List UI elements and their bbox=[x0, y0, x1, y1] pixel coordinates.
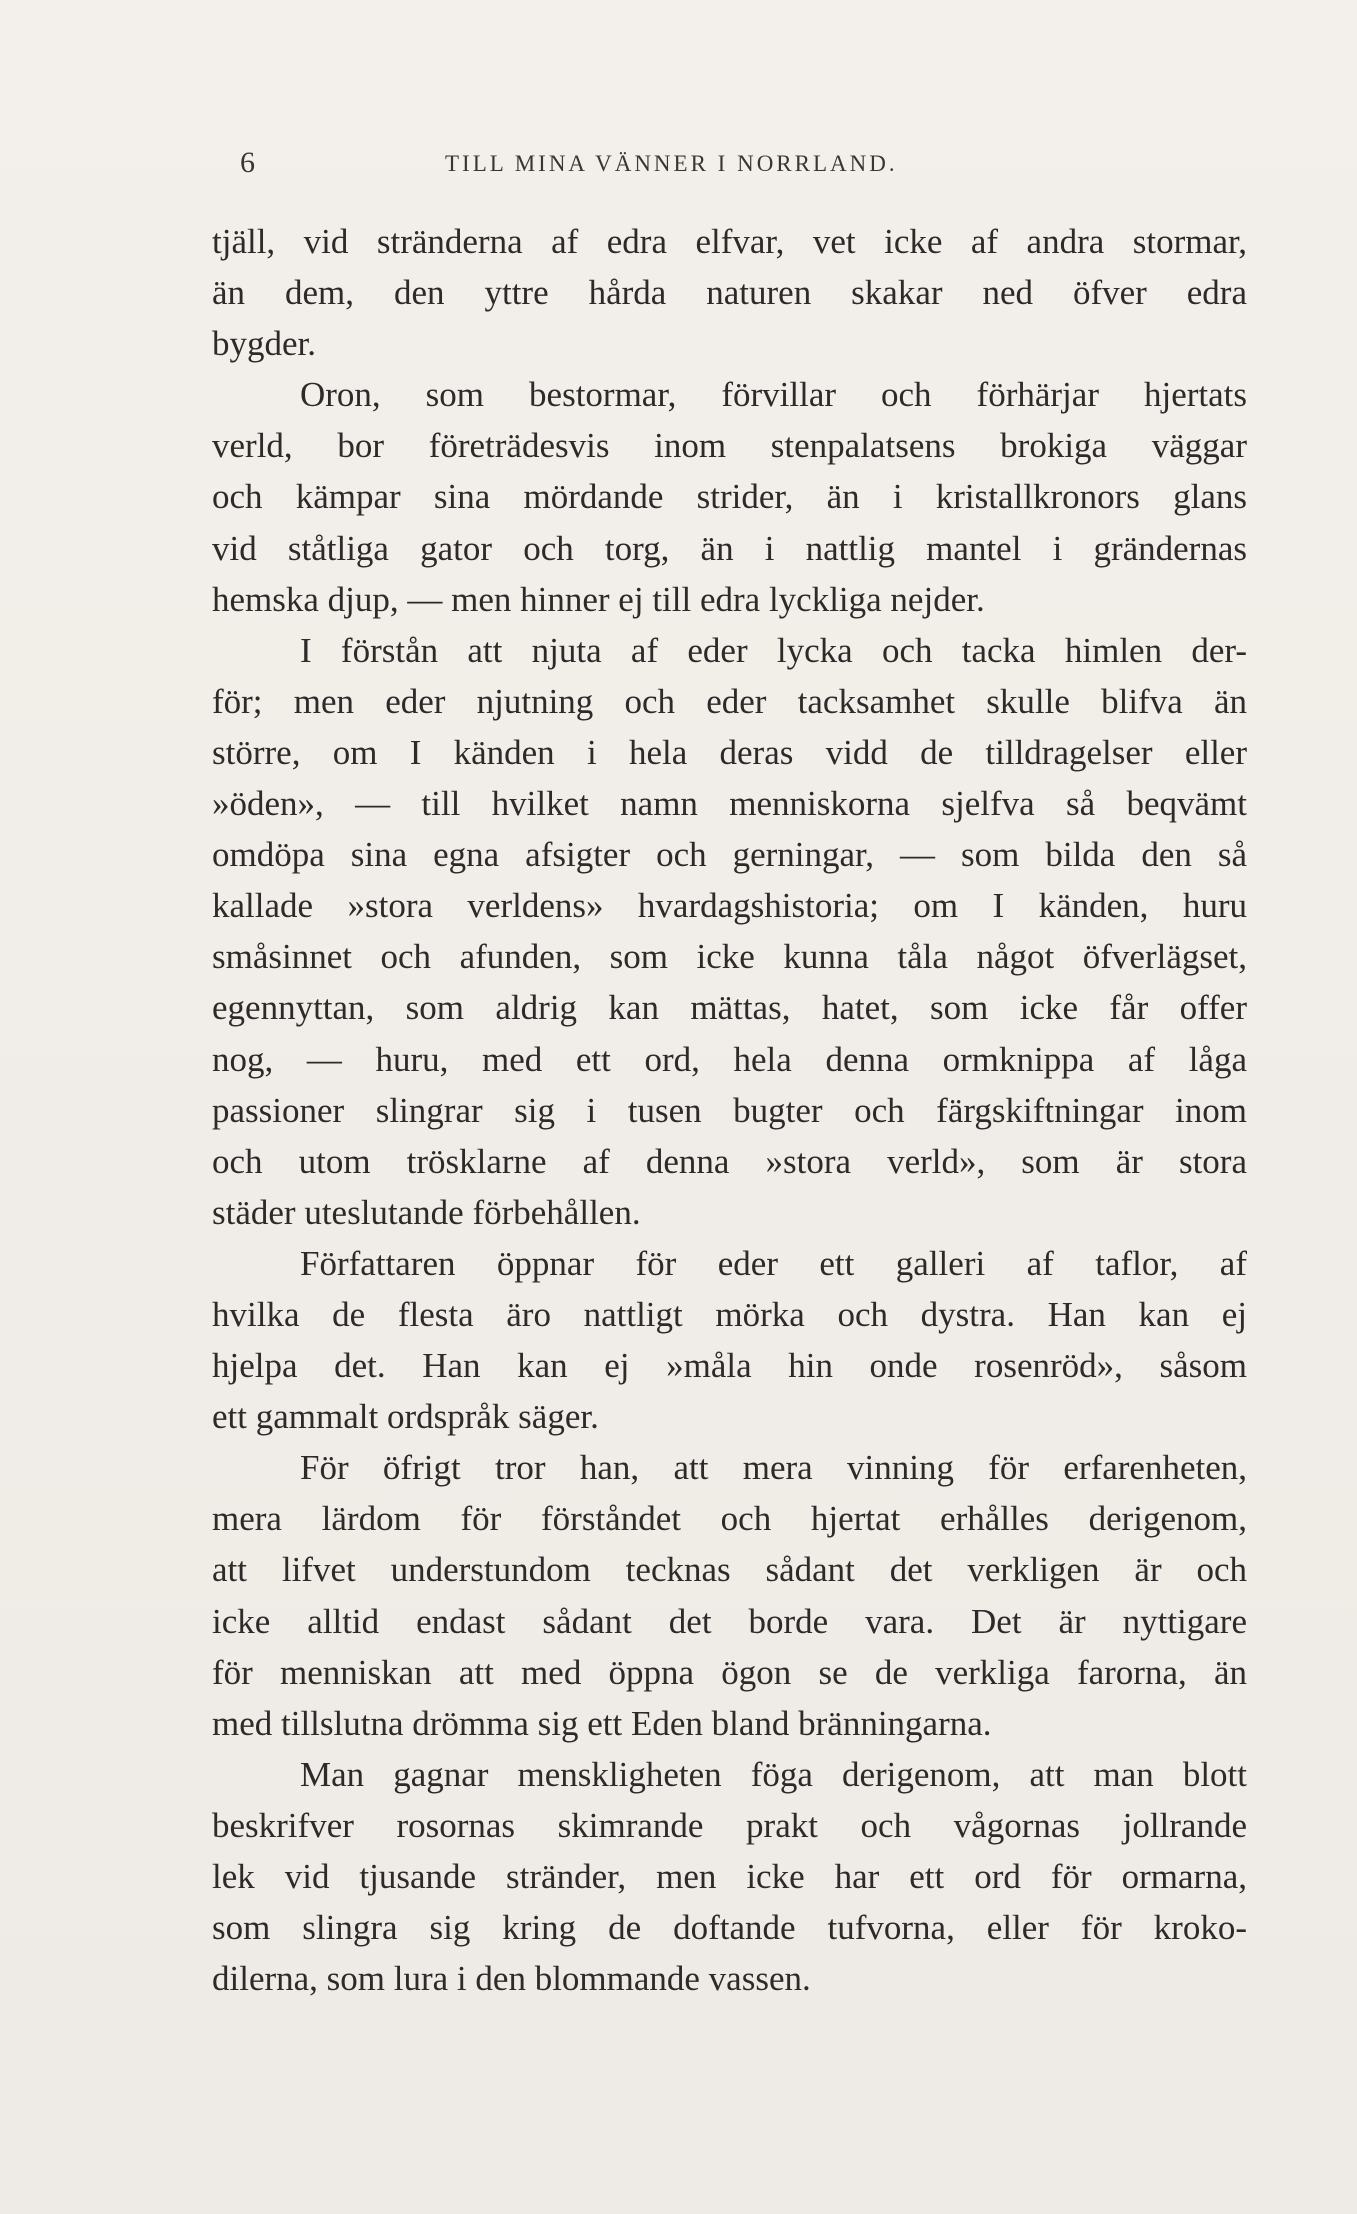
text-line: lek vid tjusande stränder, men icke har ett ord för ormarna, bbox=[212, 1857, 1247, 1896]
text-line: Oron, som bestormar, förvillar och förhärjar hjertats bbox=[300, 375, 1247, 415]
text-line: egennyttan, som aldrig kan mättas, hatet, som icke får offer bbox=[212, 988, 1247, 1028]
text-line: småsinnet och afunden, som icke kunna tåla något öfverlägset, bbox=[212, 937, 1247, 977]
text-line: Författaren öppnar för eder ett galleri af taflor, af bbox=[300, 1243, 1247, 1283]
text-line: mera lärdom för förståndet och hjertat erhålles derigenom, bbox=[212, 1499, 1247, 1539]
text-line: att lifvet understundom tecknas sådant det verkligen är och bbox=[212, 1550, 1247, 1590]
text-line: För öfrigt tror han, att mera vinning för erfarenheten, bbox=[300, 1448, 1247, 1488]
text-line: vid ståtliga gator och torg, än i nattlig mantel i grändernas bbox=[212, 528, 1247, 568]
text-line: verld, bor företrädesvis inom stenpalatsens brokiga väggar bbox=[212, 426, 1247, 466]
text-line: än dem, den yttre hårda naturen skakar ned öfver edra bbox=[212, 273, 1247, 313]
text-line: med tillslutna drömma sig ett Eden bland bränningarna. bbox=[212, 1703, 992, 1743]
text-line: kallade »stora verldens» hvardagshistoria; om I känden, huru bbox=[212, 886, 1247, 926]
text-line: omdöpa sina egna afsigter och gerningar, — som bilda den så bbox=[212, 835, 1247, 875]
text-line: och utom trösklarne af denna »stora verld», som är stora bbox=[212, 1141, 1247, 1181]
text-line: icke alltid endast sådant det borde vara. Det är nyttigare bbox=[212, 1601, 1247, 1641]
text-line: passioner slingrar sig i tusen bugter och färgskiftningar inom bbox=[212, 1090, 1247, 1130]
page-number: 6 bbox=[240, 146, 255, 179]
text-line: beskrifver rosornas skimrande prakt och vågornas jollrande bbox=[212, 1805, 1247, 1845]
text-line: I förstån att njuta af eder lycka och tacka himlen der- bbox=[300, 630, 1247, 670]
text-line: hvilka de flesta äro nattligt mörka och dystra. Han kan ej bbox=[212, 1294, 1247, 1334]
text-line: »öden», — till hvilket namn menniskorna sjelfva så beqvämt bbox=[212, 784, 1247, 824]
text-line: större, om I känden i hela deras vidd de tilldragelser eller bbox=[212, 732, 1247, 772]
running-head: TILL MINA VÄNNER I NORRLAND. bbox=[445, 151, 898, 176]
text-line: för menniskan att med öppna ögon se de verkliga farorna, än bbox=[212, 1652, 1247, 1692]
text-line: Man gagnar menskligheten föga derigenom, att man blott bbox=[300, 1754, 1247, 1794]
text-line: tjäll, vid stränderna af edra elfvar, vet icke af andra stormar, bbox=[212, 222, 1247, 261]
body-text bbox=[212, 216, 1247, 2016]
text-line: dilerna, som lura i den blommande vassen. bbox=[212, 1959, 811, 1999]
text-line: nog, — huru, med ett ord, hela denna ormknippa af låga bbox=[212, 1039, 1247, 1079]
text-line: som slingra sig kring de doftande tufvorna, eller för kroko- bbox=[212, 1908, 1247, 1948]
text-line: bygder. bbox=[212, 324, 317, 364]
text-line: hemska djup, — men hinner ej till edra lyckliga nejder. bbox=[212, 579, 985, 619]
text-line: och kämpar sina mördande strider, än i kristallkronors glans bbox=[212, 477, 1247, 517]
text-line: hjelpa det. Han kan ej »måla hin onde rosenröd», såsom bbox=[212, 1346, 1247, 1386]
text-line: för; men eder njutning och eder tacksamhet skulle blifva än bbox=[212, 681, 1247, 721]
text-line: ett gammalt ordspråk säger. bbox=[212, 1397, 599, 1437]
page-header bbox=[240, 146, 1120, 186]
text-line: städer uteslutande förbehållen. bbox=[212, 1192, 641, 1232]
